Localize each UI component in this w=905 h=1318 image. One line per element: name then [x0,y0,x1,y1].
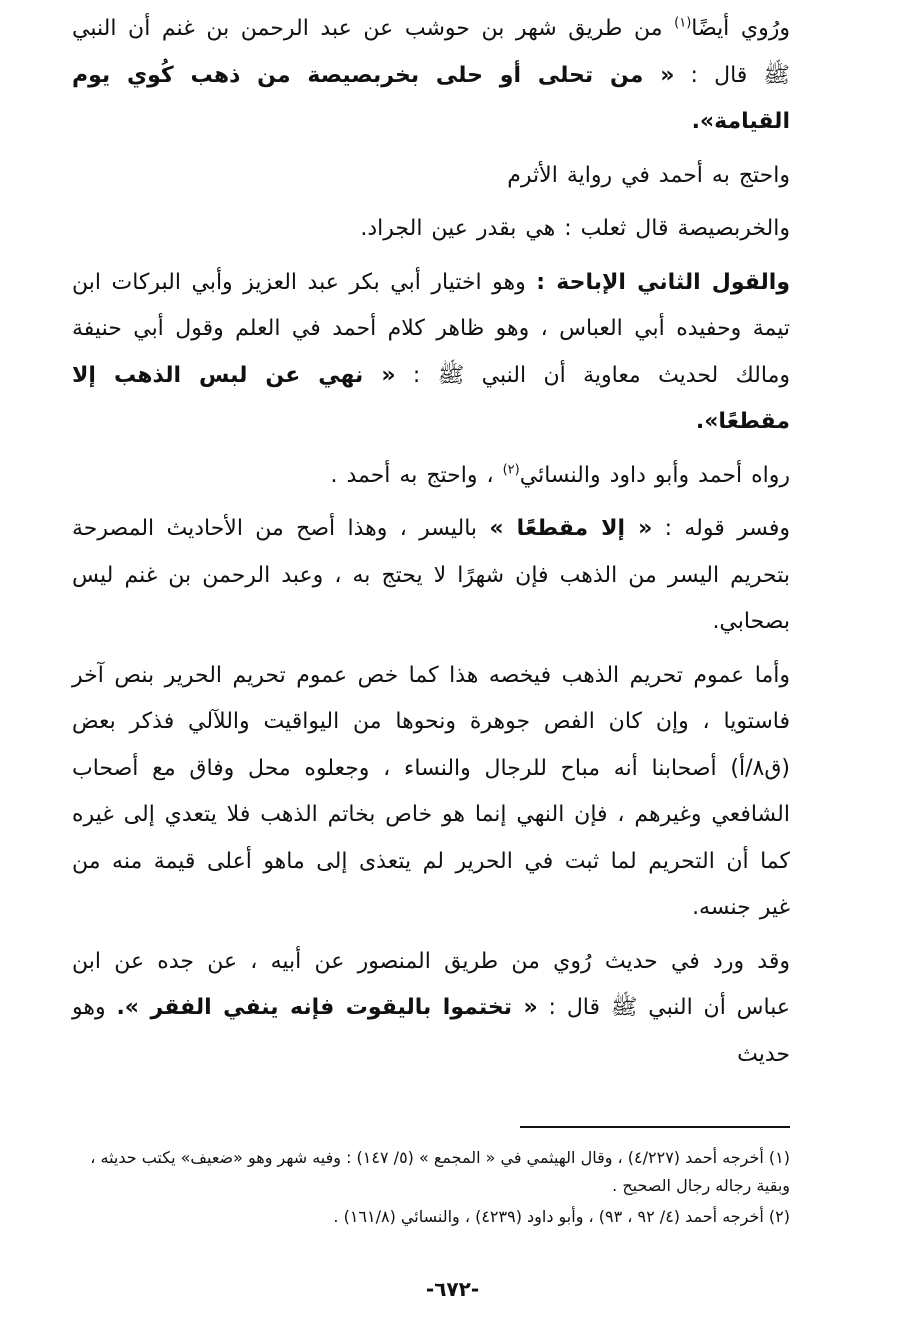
p5-text-a: رواه أحمد وأبو داود والنسائي [519,462,790,488]
page-number: -٦٧٢- [425,1277,480,1301]
footnote-separator [520,1126,790,1128]
paragraph-2: واحتج به أحمد في رواية الأثرم [507,162,790,188]
paragraph-1 [72,6,790,146]
paragraph-4 [72,260,790,446]
p6-text-b: باليسر ، وهذا أصح من الأحاديث المصرحة بتحريم اليسر من الذهب فإن شهرًا لا يحتج به ، وعبد الرحمن بن غنم ليس بصحابي. [72,516,790,634]
footnote-ref-1[interactable]: (١) [674,15,692,31]
p6-text-a: وفسر قوله : [652,516,790,541]
hadith-quote-4: « تختموا باليقوت فإنه ينفي الفقر ». [116,995,538,1020]
paragraph-3: والخربصيصة قال ثعلب : هي بقدر عين الجراد. [360,216,790,241]
paragraph-6 [72,506,790,646]
paragraph-5 [72,453,790,500]
p4-text-a: وهو اختيار أبي بكر عبد العزيز وأبي البركات ابن تيمة وحفيده أبي العباس ، وهو ظاهر كلام أحمد في العلم وقول أبي حنيفة ومالك لحديث معاوية أن النبي ﷺ : [72,269,790,388]
footnote-ref-2[interactable]: (٢) [502,462,520,478]
hadith-quote-2: « نهي عن لبس الذهب إلا مقطعًا». [72,362,790,434]
hadith-quote-1: « من تحلى أو حلى بخربصيصة من ذهب كُوي يوم القيامة». [72,62,790,134]
paragraph-7: وأما عموم تحريم الذهب فيخصه هذا كما خص عموم تحريم الحرير بنص آخر فاستويا ، وإن كان الفص جوهرة ونحوها من اليواقيت واللآلي فذكر بعض (ق٨/أ) أصحابنا أنه مباح للرجال والنساء ، وجعلوه محل وفاق مع أصحاب الشافعي وغيرهم ، فإن النهي إنما هو خاص بخاتم الذهب فلا يتعدي إلى غيره كما أن التحريم لما ثبت في الحرير لم يتعذى إلى ماهو أعلى قيمة منه من غير جنسه. [72,662,790,920]
main-text [72,6,790,1085]
paragraph-8 [72,939,790,1079]
p1-text-a: ورُوي أيضًا [691,16,791,41]
p5-text-b: ، واحتج به أحمد . [330,462,503,488]
p1-text-b: من طريق شهر بن حوشب عن عبد الرحمن بن غنم أن النبي ﷺ قال : [72,16,790,88]
second-opinion-heading: والقول الثاني الإباحة : [536,269,790,295]
footnote-1: (١) أخرجه أحمد (٤/٢٢٧) ، وقال الهيثمي في « المجمع » (٥/ ١٤٧) : وفيه شهر وهو «ضعيف» يكتب حديثه ، وبقية رجاله رجال الصحيح . [90,1148,790,1195]
footnotes [72,1144,790,1234]
p8-text-b: وهو حديث [72,995,790,1067]
p8-text-a: وقد ورد في حديث رُوي من طريق المنصور عن أبيه ، عن جده عن ابن عباس أن النبي ﷺ قال : [72,948,790,1020]
hadith-quote-3: « إلا مقطعًا » [489,516,653,541]
footnote-2: (٢) أخرجه أحمد (٤/ ٩٢ ، ٩٣) ، وأبو داود (٤٢٣٩) ، والنسائي (١٦١/٨) . [333,1207,790,1226]
